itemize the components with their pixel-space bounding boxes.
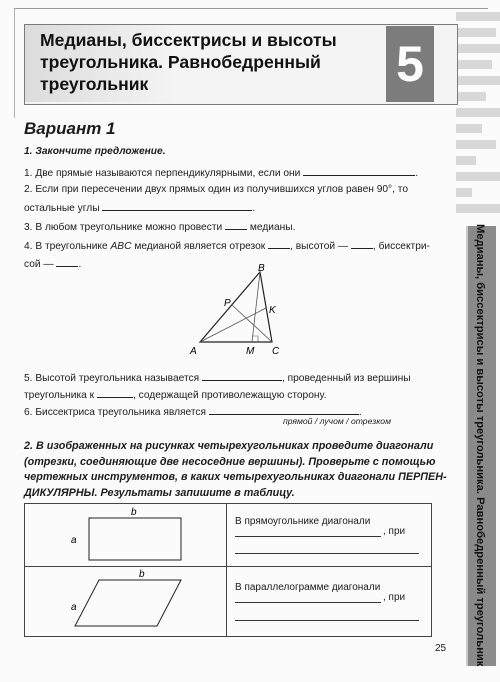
row2-answer-line-2[interactable] (235, 620, 419, 621)
row1-answer-line-2[interactable] (235, 553, 419, 554)
answer-blank[interactable] (202, 371, 282, 381)
row2-pri: , при (383, 592, 406, 603)
sentence-4-cont: сой — . (24, 259, 82, 270)
label-M: M (246, 346, 255, 357)
row2-answer-line[interactable] (235, 602, 381, 603)
svg-text:b: b (139, 569, 145, 580)
answer-blank[interactable] (56, 257, 78, 267)
row1-pri: , при (383, 526, 406, 537)
svg-text:a: a (71, 535, 77, 546)
answer-blank[interactable] (209, 405, 359, 415)
answer-blank[interactable] (268, 239, 290, 249)
top-frame-line (14, 8, 488, 9)
label-A: A (190, 346, 197, 357)
answer-blank[interactable] (97, 388, 133, 398)
decorative-stripes (456, 8, 500, 228)
sentence-4: 4. В треугольнике ABC медианой является отрезок , высотой — , биссектри- (24, 241, 430, 252)
label-P: P (224, 298, 231, 309)
task1-title: 1. Закончите предложение. (24, 146, 166, 157)
row2-text: В параллелограмме диагонали (235, 582, 381, 593)
sentence-3: 3. В любом треугольнике можно провести медианы. (24, 222, 296, 233)
answer-blank[interactable] (303, 166, 415, 176)
left-frame-line (14, 8, 15, 118)
task2-text: 2. В изображенных на рисунках четырехугольниках проведите диагонали (отрезки, соединяющие две несоседние вершины). Проверьте с помощью чертежных инструментов, в каких четырехугольниках диагонали ПЕРПЕН-ДИКУЛЯРНЫ. Результаты запишите в таблицу. (24, 440, 447, 499)
sentence-5: 5. Высотой треугольника называется , проведенный из вершины (24, 373, 411, 384)
answer-blank[interactable] (102, 201, 252, 211)
sentence-6: 6. Биссектриса треугольника является . (24, 407, 362, 418)
page-number: 25 (435, 643, 447, 654)
triangle-figure (186, 262, 286, 358)
rectangle-figure (65, 506, 195, 564)
row1-text: В прямоугольнике диагонали (235, 516, 371, 527)
svg-text:a: a (71, 602, 77, 613)
sentence-5-cont: треугольника к , содержащей противолежащую сторону. (24, 390, 327, 401)
answer-blank[interactable] (225, 220, 247, 230)
side-tab-text: Медианы, биссектрисы и высоты треугольника. Равнобедренный треугольник (474, 223, 486, 667)
chapter-title: Медианы, биссектрисы и высоты треугольника. Равнобедренный треугольник (40, 30, 337, 94)
results-table (24, 503, 432, 637)
answer-blank[interactable] (351, 239, 373, 249)
row1-answer-line[interactable] (235, 536, 381, 537)
label-K: K (269, 305, 276, 316)
sentence-1: 1. Две прямые называются перпендикулярными, если они . (24, 168, 419, 179)
variant-heading: Вариант 1 (24, 119, 116, 138)
label-C: C (272, 346, 280, 357)
sentence-2: 2. Если при пересечении двух прямых один из получившихся углов равен 90°, то (24, 184, 409, 195)
answer-hint: прямой / лучом / отрезком (283, 416, 391, 426)
parallelogram-figure (65, 568, 195, 634)
label-B: B (258, 263, 265, 274)
chapter-number: 5 (386, 26, 434, 102)
svg-text:b: b (131, 507, 137, 518)
sentence-2-cont: остальные углы . (24, 203, 256, 214)
